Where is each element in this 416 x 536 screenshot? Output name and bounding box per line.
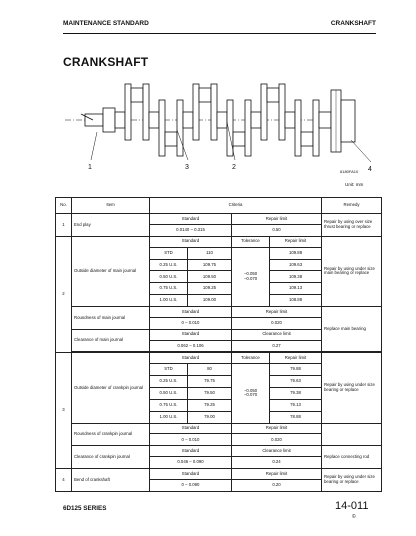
pin-std: 79.25 — [188, 399, 232, 411]
page-number: 14-011 — [335, 500, 369, 512]
bend-item: Bend of crankshaft — [72, 468, 150, 491]
header-topic-label: CRANKSHAFT — [330, 20, 376, 27]
end-play-std-label: Standard — [150, 214, 232, 225]
pin-repair: 79.63 — [270, 376, 322, 388]
pin-std: 79.75 — [188, 376, 232, 388]
header-rule — [63, 33, 376, 34]
end-play-repair-label: Repair limit — [232, 214, 322, 225]
main-std: 109.25 — [188, 283, 232, 295]
pin-std: 80 — [188, 364, 232, 376]
pin-roundness-remedy-blank — [322, 423, 382, 446]
row-no-3: 3 — [56, 353, 72, 469]
pin-clearance-repair: 0.24 — [232, 457, 322, 469]
callout-2: 2 — [232, 164, 236, 171]
pin-tolerance: −0.050 −0.070 — [232, 364, 270, 423]
main-clearance-repair-label: Clearance limit — [232, 329, 322, 340]
end-play-repair-value: 0.50 — [232, 225, 322, 237]
main-size: 0.25 U.S. — [150, 259, 188, 271]
pin-sub-tolerance: Tolerance — [232, 353, 270, 364]
pin-size: 0.50 U.S. — [150, 388, 188, 400]
main-repair: 108.88 — [270, 295, 322, 307]
pin-repair: 79.13 — [270, 399, 322, 411]
pin-std: 79.00 — [188, 411, 232, 423]
row-no-1: 1 — [56, 214, 72, 237]
main-std: 109.50 — [188, 271, 232, 283]
main-clearance-repair: 0.27 — [232, 340, 322, 352]
pin-clearance-std-label: Standard — [150, 446, 232, 457]
row-no-2: 2 — [56, 236, 72, 353]
main-od-remedy: Repair by using under size main bearing or replace — [322, 236, 382, 306]
main-repair: 109.88 — [270, 247, 322, 259]
col-criteria: Criteria — [150, 198, 322, 214]
bend-repair-label: Repair limit — [232, 468, 322, 479]
unit-note: Unit: mm — [345, 182, 364, 187]
pin-roundness-repair-label: Repair limit — [232, 423, 322, 434]
pin-repair: 79.38 — [270, 388, 322, 400]
header-section-label: MAINTENANCE STANDARD — [63, 20, 149, 27]
bend-std-value: 0 – 0.090 — [150, 479, 232, 491]
main-repair: 109.63 — [270, 259, 322, 271]
crankshaft-drawing — [55, 70, 380, 178]
pin-roundness-std: 0 – 0.010 — [150, 434, 232, 446]
bend-remedy: Repair by using under size bearing or replace — [322, 468, 382, 491]
main-repair: 109.38 — [270, 271, 322, 283]
col-remedy: Remedy — [322, 198, 382, 214]
main-sub-repair: Repair limit — [270, 236, 322, 247]
pin-roundness-repair: 0.020 — [232, 434, 322, 446]
callout-3: 3 — [185, 164, 189, 171]
callout-1: 1 — [88, 164, 92, 171]
series-label: 6D125 SERIES — [63, 505, 107, 512]
pin-clearance-item: Clearance of crankpin journal — [72, 446, 150, 469]
main-sub-standard: Standard — [150, 236, 232, 247]
pin-repair: 79.88 — [270, 364, 322, 376]
figure-code: 6180FA10 — [340, 169, 359, 174]
page-header — [63, 20, 376, 32]
pin-clearance-repair-label: Clearance limit — [232, 446, 322, 457]
pin-od-item: Outside diameter of crankpin journal — [72, 353, 150, 423]
end-play-item: End play — [72, 214, 150, 237]
main-std: 110 — [188, 247, 232, 259]
main-std: 109.00 — [188, 295, 232, 307]
pin-roundness-std-label: Standard — [150, 423, 232, 434]
bend-repair-value: 0.20 — [232, 479, 322, 491]
main-std: 109.75 — [188, 259, 232, 271]
copyright-mark: © — [352, 514, 356, 520]
main-size: 0.50 U.S. — [150, 271, 188, 283]
pin-repair: 78.88 — [270, 411, 322, 423]
main-od-item: Outside diameter of main journal — [72, 236, 150, 306]
col-item: Item — [72, 198, 150, 214]
row-no-4: 4 — [56, 468, 72, 491]
main-clearance-std: 0.062 – 0.106 — [150, 340, 232, 352]
pin-clearance-remedy: Replace connecting rod — [322, 446, 382, 469]
pin-size: 0.75 U.S. — [150, 399, 188, 411]
pin-od-remedy: Repair by using under size bearing or replace — [322, 353, 382, 423]
main-size: 1.00 U.S. — [150, 295, 188, 307]
col-no: No. — [56, 198, 72, 214]
main-roundness-std: 0 – 0.010 — [150, 317, 232, 329]
pin-size: 1.00 U.S. — [150, 411, 188, 423]
callout-4: 4 — [368, 166, 372, 173]
main-clearance-remedy: Replace main bearing — [322, 307, 382, 352]
page-title: CRANKSHAFT — [63, 55, 149, 69]
main-sub-tolerance: Tolerance — [232, 236, 270, 247]
end-play-remedy: Repair by using over size thrust bearing or replace — [322, 214, 382, 237]
pin-std: 79.50 — [188, 388, 232, 400]
bend-std-label: Standard — [150, 468, 232, 479]
pin-sub-standard: Standard — [150, 353, 232, 364]
pin-sub-repair: Repair limit — [270, 353, 322, 364]
spec-table-wrap — [55, 197, 381, 492]
main-roundness-std-label: Standard — [150, 307, 232, 318]
pin-clearance-std: 0.046 – 0.090 — [150, 457, 232, 469]
main-repair: 109.13 — [270, 283, 322, 295]
main-size: STD — [150, 247, 188, 259]
main-roundness-repair-label: Repair limit — [232, 307, 322, 318]
end-play-std-value: 0.0140 – 0.315 — [150, 225, 232, 237]
pin-size: 0.25 U.S. — [150, 376, 188, 388]
pin-roundness-item: Roundness of crankpin journal — [72, 423, 150, 446]
main-roundness-item: Roundness of main journal — [72, 307, 150, 330]
pin-size: STD — [150, 364, 188, 376]
main-roundness-repair: 0.020 — [232, 317, 322, 329]
main-clearance-std-label: Standard — [150, 329, 232, 340]
main-size: 0.75 U.S. — [150, 283, 188, 295]
main-clearance-item: Clearance of main journal — [72, 329, 150, 352]
main-tolerance: −0.050 −0.070 — [232, 247, 270, 306]
maintenance-standard-table — [55, 197, 382, 492]
